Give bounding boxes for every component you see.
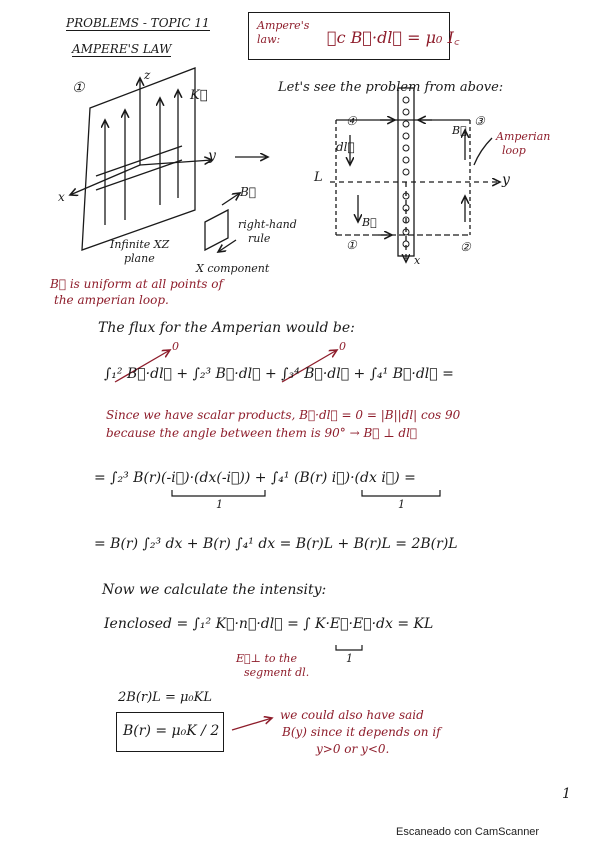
- axis-y-label: y: [208, 148, 216, 164]
- uniform-note-line1: B⃗ is uniform at all points of: [50, 277, 223, 291]
- result-note-3: y>0 or y<0.: [316, 742, 390, 756]
- corner-4-label: ④: [346, 114, 357, 128]
- plane-hatch-1: [96, 146, 182, 176]
- result-eq2: B(r) = μ₀K / 2: [123, 723, 220, 739]
- axis-z-label: z: [144, 68, 151, 82]
- corner-3-label: ③: [474, 114, 485, 128]
- dl-label: dl⃗: [336, 140, 355, 154]
- zero-mark-1: 0: [172, 340, 179, 353]
- plane-label-line2: plane: [124, 252, 155, 265]
- topic-heading: PROBLEMS - TOPIC 11: [66, 16, 210, 30]
- enclosed-current: Ienclosed = ∫₁² K⃗·n⃗·dl⃗ = ∫ K·E⃗·E⃗·dx = KL: [104, 616, 434, 632]
- right-hand-label-1: right-hand: [238, 218, 297, 231]
- underbrace-one-c: 1: [346, 652, 353, 665]
- subject-heading: AMPERE'S LAW: [72, 42, 172, 56]
- k-vector-label: K⃗: [190, 88, 208, 103]
- result-eq1: 2B(r)L = μ₀KL: [118, 690, 212, 705]
- because-line: because the angle between them is 90° → B⃗ ⊥ dl⃗: [106, 426, 418, 440]
- zero-mark-2: 0: [339, 340, 346, 353]
- b-vector-label: B⃗: [240, 185, 257, 199]
- corner-1-label: ①: [346, 238, 357, 252]
- corner-2-label: ②: [460, 240, 471, 254]
- flux-step2: = ∫₂³ B(r)(-i⃗)·(dx(-i⃗)) + ∫₄¹ (B(r) i⃗)·(dx i⃗) =: [94, 470, 416, 486]
- e-perp-note-2: segment dl.: [244, 666, 310, 679]
- b-label-top: B⃗: [452, 124, 467, 137]
- x-component-label: X component: [196, 262, 270, 275]
- page-number: 1: [562, 786, 571, 802]
- axis-x-top-label: x: [414, 254, 421, 267]
- result-note-2: B(y) since it depends on if: [282, 725, 441, 739]
- e-perp-note-1: E⃗⊥ to the: [236, 652, 298, 665]
- right-hand-rule-icon: [205, 210, 228, 250]
- uniform-note-line2: the amperian loop.: [54, 293, 169, 307]
- scanner-watermark: Escaneado con CamScanner: [396, 826, 540, 838]
- ampere-box-label: Ampere's law:: [257, 19, 310, 46]
- l-label: L: [314, 170, 323, 185]
- plane-hatch-2: [96, 160, 182, 190]
- figure-number: ①: [72, 80, 85, 96]
- b-label-bottom: B⃗: [362, 216, 377, 229]
- amperian-loop-label-1: Amperian: [496, 130, 551, 143]
- intensity-intro: Now we calculate the intensity:: [102, 582, 327, 598]
- ampere-formula: ∮c B⃗·dl⃗ = μ₀ I꜀: [327, 28, 460, 47]
- top-view-title: Let's see the problem from above:: [278, 80, 504, 95]
- amperian-loop-label-2: loop: [502, 144, 526, 157]
- axis-y-top-label: y: [502, 172, 510, 188]
- underbrace-one-b: 1: [398, 498, 405, 511]
- underbrace-one-a: 1: [216, 498, 223, 511]
- result-note-1: we could also have said: [280, 708, 424, 722]
- loop-pointer: [474, 138, 492, 165]
- flux-intro: The flux for the Amperian would be:: [98, 320, 355, 336]
- flux-step3: = B(r) ∫₂³ dx + B(r) ∫₄¹ dx = B(r)L + B(r)L = 2B(r)L: [94, 536, 458, 552]
- flux-integrals: ∫₁² B⃗·dl⃗ + ∫₂³ B⃗·dl⃗ + ∫₃⁴ B⃗·dl⃗ + ∫₄¹ B⃗·dl⃗ =: [104, 366, 454, 382]
- since-line: Since we have scalar products, B⃗·dl⃗ = 0 = |B||dl| cos 90: [106, 408, 461, 422]
- result-box: [116, 712, 224, 752]
- result-pointer: [232, 718, 272, 730]
- axis-x-label: x: [58, 190, 65, 204]
- right-hand-label-2: rule: [248, 232, 271, 245]
- plane-label-line1: Infinite XZ: [110, 238, 170, 251]
